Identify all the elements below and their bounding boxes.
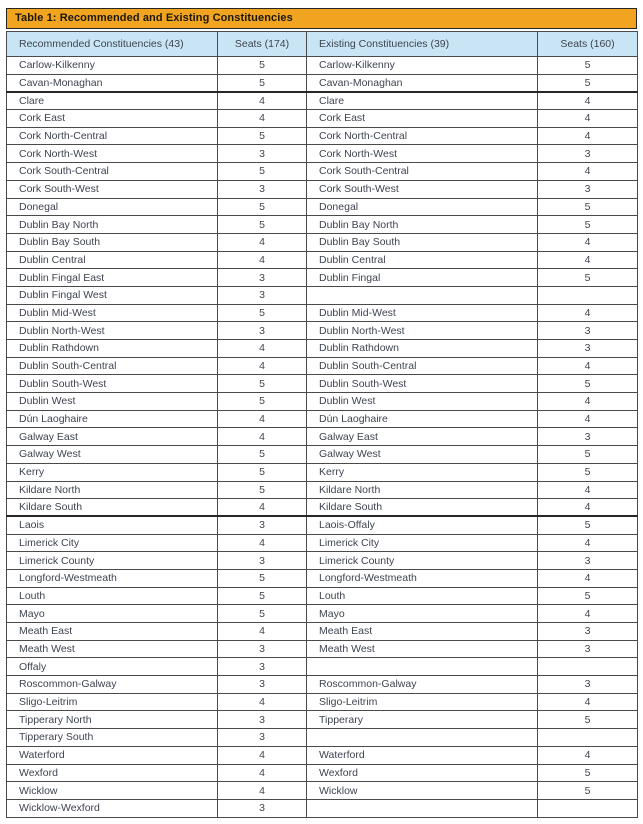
table-header bbox=[7, 32, 638, 57]
cell-existing-constituency bbox=[307, 658, 538, 676]
cell-recommended-seats: 4 bbox=[218, 251, 307, 269]
cell-existing-constituency bbox=[307, 799, 538, 817]
cell-existing-constituency: Galway West bbox=[307, 446, 538, 464]
table-row bbox=[7, 163, 638, 181]
cell-recommended-seats: 4 bbox=[218, 534, 307, 552]
cell-recommended-seats: 5 bbox=[218, 605, 307, 623]
cell-recommended-seats: 4 bbox=[218, 428, 307, 446]
cell-recommended-seats: 5 bbox=[218, 74, 307, 92]
cell-existing-seats: 3 bbox=[538, 340, 638, 358]
table-row bbox=[7, 74, 638, 92]
table-row bbox=[7, 198, 638, 216]
table-row bbox=[7, 711, 638, 729]
table-row bbox=[7, 534, 638, 552]
cell-existing-seats: 4 bbox=[538, 233, 638, 251]
cell-existing-seats bbox=[538, 286, 638, 304]
cell-recommended-constituency: Carlow-Kilkenny bbox=[7, 57, 218, 75]
cell-existing-seats: 4 bbox=[538, 92, 638, 110]
cell-existing-seats: 3 bbox=[538, 552, 638, 570]
cell-recommended-seats: 5 bbox=[218, 127, 307, 145]
cell-recommended-seats: 5 bbox=[218, 569, 307, 587]
cell-existing-seats: 4 bbox=[538, 251, 638, 269]
cell-recommended-seats: 4 bbox=[218, 92, 307, 110]
cell-recommended-seats: 3 bbox=[218, 145, 307, 163]
cell-recommended-constituency: Dublin South-Central bbox=[7, 357, 218, 375]
cell-recommended-constituency: Wicklow-Wexford bbox=[7, 799, 218, 817]
cell-recommended-seats: 3 bbox=[218, 676, 307, 694]
table-row bbox=[7, 428, 638, 446]
cell-existing-constituency: Galway East bbox=[307, 428, 538, 446]
cell-recommended-constituency: Dublin South-West bbox=[7, 375, 218, 393]
cell-existing-constituency: Sligo-Leitrim bbox=[307, 693, 538, 711]
cell-recommended-constituency: Clare bbox=[7, 92, 218, 110]
cell-recommended-constituency: Cork East bbox=[7, 110, 218, 128]
cell-existing-seats: 4 bbox=[538, 481, 638, 499]
cell-recommended-constituency: Dublin North-West bbox=[7, 322, 218, 340]
cell-recommended-seats: 4 bbox=[218, 357, 307, 375]
cell-existing-seats bbox=[538, 799, 638, 817]
cell-recommended-seats: 3 bbox=[218, 269, 307, 287]
cell-recommended-constituency: Cavan-Monaghan bbox=[7, 74, 218, 92]
cell-recommended-seats: 5 bbox=[218, 198, 307, 216]
cell-recommended-seats: 3 bbox=[218, 516, 307, 534]
cell-recommended-seats: 5 bbox=[218, 481, 307, 499]
cell-recommended-constituency: Offaly bbox=[7, 658, 218, 676]
cell-existing-constituency: Meath East bbox=[307, 623, 538, 641]
cell-recommended-seats: 4 bbox=[218, 746, 307, 764]
cell-existing-seats: 4 bbox=[538, 304, 638, 322]
cell-existing-seats: 4 bbox=[538, 110, 638, 128]
cell-recommended-constituency: Limerick City bbox=[7, 534, 218, 552]
cell-existing-seats: 3 bbox=[538, 428, 638, 446]
cell-recommended-seats: 4 bbox=[218, 410, 307, 428]
cell-recommended-constituency: Kerry bbox=[7, 463, 218, 481]
cell-existing-constituency: Cavan-Monaghan bbox=[307, 74, 538, 92]
cell-recommended-constituency: Cork South-Central bbox=[7, 163, 218, 181]
cell-existing-constituency: Longford-Westmeath bbox=[307, 569, 538, 587]
cell-existing-seats: 4 bbox=[538, 569, 638, 587]
table-row bbox=[7, 357, 638, 375]
table-row bbox=[7, 127, 638, 145]
cell-existing-seats: 4 bbox=[538, 534, 638, 552]
cell-recommended-seats: 3 bbox=[218, 640, 307, 658]
cell-recommended-constituency: Dublin Central bbox=[7, 251, 218, 269]
table-row bbox=[7, 799, 638, 817]
cell-existing-constituency: Roscommon-Galway bbox=[307, 676, 538, 694]
constituencies-table bbox=[6, 8, 637, 818]
table-row bbox=[7, 640, 638, 658]
cell-recommended-seats: 5 bbox=[218, 375, 307, 393]
column-header-existing-seats: Seats (160) bbox=[538, 32, 638, 57]
cell-recommended-constituency: Laois bbox=[7, 516, 218, 534]
cell-recommended-constituency: Dublin Bay South bbox=[7, 233, 218, 251]
table-row bbox=[7, 145, 638, 163]
cell-recommended-seats: 5 bbox=[218, 163, 307, 181]
cell-existing-constituency: Cork East bbox=[307, 110, 538, 128]
cell-existing-seats bbox=[538, 729, 638, 747]
cell-existing-seats: 5 bbox=[538, 269, 638, 287]
cell-existing-seats: 4 bbox=[538, 163, 638, 181]
table-row bbox=[7, 605, 638, 623]
cell-recommended-constituency: Dublin Mid-West bbox=[7, 304, 218, 322]
cell-existing-constituency: Cork North-Central bbox=[307, 127, 538, 145]
cell-existing-seats: 4 bbox=[538, 393, 638, 411]
table-row bbox=[7, 676, 638, 694]
table-row bbox=[7, 516, 638, 534]
cell-recommended-constituency: Donegal bbox=[7, 198, 218, 216]
cell-recommended-seats: 4 bbox=[218, 623, 307, 641]
cell-recommended-seats: 4 bbox=[218, 764, 307, 782]
table-row bbox=[7, 729, 638, 747]
cell-existing-constituency: Dublin South-West bbox=[307, 375, 538, 393]
cell-existing-constituency: Kildare South bbox=[307, 499, 538, 517]
constituencies-data-table bbox=[6, 31, 638, 818]
table-row bbox=[7, 499, 638, 517]
cell-existing-seats: 4 bbox=[538, 499, 638, 517]
table-row bbox=[7, 746, 638, 764]
cell-recommended-seats: 5 bbox=[218, 463, 307, 481]
table-title: Table 1: Recommended and Existing Constituencies bbox=[6, 8, 637, 29]
cell-recommended-constituency: Waterford bbox=[7, 746, 218, 764]
table-row bbox=[7, 552, 638, 570]
cell-existing-constituency: Cork North-West bbox=[307, 145, 538, 163]
cell-recommended-constituency: Roscommon-Galway bbox=[7, 676, 218, 694]
cell-existing-constituency: Dublin Fingal bbox=[307, 269, 538, 287]
cell-existing-constituency: Dublin Bay South bbox=[307, 233, 538, 251]
table-row bbox=[7, 304, 638, 322]
cell-recommended-constituency: Cork North-Central bbox=[7, 127, 218, 145]
cell-existing-seats: 4 bbox=[538, 357, 638, 375]
cell-existing-seats: 4 bbox=[538, 605, 638, 623]
cell-recommended-constituency: Mayo bbox=[7, 605, 218, 623]
table-row bbox=[7, 782, 638, 800]
cell-existing-seats: 4 bbox=[538, 410, 638, 428]
cell-existing-seats: 3 bbox=[538, 145, 638, 163]
table-row bbox=[7, 693, 638, 711]
cell-existing-constituency: Dublin Central bbox=[307, 251, 538, 269]
cell-existing-constituency bbox=[307, 286, 538, 304]
cell-existing-constituency: Donegal bbox=[307, 198, 538, 216]
cell-recommended-seats: 3 bbox=[218, 658, 307, 676]
cell-existing-seats: 3 bbox=[538, 640, 638, 658]
table-row bbox=[7, 286, 638, 304]
cell-existing-constituency: Kildare North bbox=[307, 481, 538, 499]
column-header-recommended-constituencies: Recommended Constituencies (43) bbox=[7, 32, 218, 57]
cell-recommended-constituency: Dublin Fingal East bbox=[7, 269, 218, 287]
cell-recommended-constituency: Dún Laoghaire bbox=[7, 410, 218, 428]
cell-recommended-seats: 3 bbox=[218, 322, 307, 340]
table-row bbox=[7, 410, 638, 428]
cell-recommended-seats: 3 bbox=[218, 711, 307, 729]
cell-existing-constituency: Limerick County bbox=[307, 552, 538, 570]
cell-existing-seats bbox=[538, 658, 638, 676]
cell-existing-constituency: Dún Laoghaire bbox=[307, 410, 538, 428]
cell-existing-constituency: Tipperary bbox=[307, 711, 538, 729]
table-row bbox=[7, 340, 638, 358]
cell-recommended-constituency: Dublin West bbox=[7, 393, 218, 411]
cell-existing-constituency: Dublin Bay North bbox=[307, 216, 538, 234]
cell-existing-seats: 5 bbox=[538, 57, 638, 75]
table-body bbox=[7, 57, 638, 818]
table-row bbox=[7, 569, 638, 587]
table-row bbox=[7, 110, 638, 128]
cell-recommended-constituency: Limerick County bbox=[7, 552, 218, 570]
cell-recommended-constituency: Kildare North bbox=[7, 481, 218, 499]
cell-existing-seats: 5 bbox=[538, 74, 638, 92]
cell-recommended-seats: 5 bbox=[218, 587, 307, 605]
cell-recommended-seats: 5 bbox=[218, 57, 307, 75]
cell-existing-seats: 5 bbox=[538, 587, 638, 605]
table-row bbox=[7, 269, 638, 287]
cell-recommended-seats: 3 bbox=[218, 799, 307, 817]
table-row bbox=[7, 623, 638, 641]
cell-recommended-seats: 4 bbox=[218, 340, 307, 358]
cell-existing-seats: 5 bbox=[538, 446, 638, 464]
table-row bbox=[7, 658, 638, 676]
cell-existing-constituency: Wicklow bbox=[307, 782, 538, 800]
column-header-existing-constituencies: Existing Constituencies (39) bbox=[307, 32, 538, 57]
cell-existing-seats: 4 bbox=[538, 127, 638, 145]
cell-existing-constituency: Meath West bbox=[307, 640, 538, 658]
cell-recommended-constituency: Tipperary South bbox=[7, 729, 218, 747]
cell-existing-constituency: Waterford bbox=[307, 746, 538, 764]
cell-recommended-seats: 5 bbox=[218, 393, 307, 411]
header-row bbox=[7, 32, 638, 57]
cell-recommended-constituency: Meath West bbox=[7, 640, 218, 658]
cell-existing-constituency: Carlow-Kilkenny bbox=[307, 57, 538, 75]
cell-existing-constituency: Dublin North-West bbox=[307, 322, 538, 340]
table-row bbox=[7, 393, 638, 411]
cell-existing-seats: 5 bbox=[538, 463, 638, 481]
cell-recommended-seats: 5 bbox=[218, 446, 307, 464]
cell-existing-seats: 4 bbox=[538, 746, 638, 764]
table-row bbox=[7, 233, 638, 251]
cell-existing-constituency: Dublin West bbox=[307, 393, 538, 411]
table-row bbox=[7, 92, 638, 110]
cell-existing-constituency: Louth bbox=[307, 587, 538, 605]
cell-existing-seats: 3 bbox=[538, 322, 638, 340]
cell-recommended-seats: 4 bbox=[218, 782, 307, 800]
cell-existing-seats: 3 bbox=[538, 676, 638, 694]
cell-recommended-seats: 3 bbox=[218, 286, 307, 304]
cell-existing-seats: 5 bbox=[538, 711, 638, 729]
cell-recommended-constituency: Galway East bbox=[7, 428, 218, 446]
table-row bbox=[7, 481, 638, 499]
cell-existing-seats: 3 bbox=[538, 180, 638, 198]
cell-existing-constituency: Cork South-Central bbox=[307, 163, 538, 181]
cell-recommended-seats: 4 bbox=[218, 233, 307, 251]
cell-existing-constituency: Wexford bbox=[307, 764, 538, 782]
cell-recommended-seats: 3 bbox=[218, 729, 307, 747]
cell-existing-constituency bbox=[307, 729, 538, 747]
cell-existing-constituency: Limerick City bbox=[307, 534, 538, 552]
cell-recommended-seats: 5 bbox=[218, 216, 307, 234]
table-row bbox=[7, 180, 638, 198]
cell-recommended-constituency: Meath East bbox=[7, 623, 218, 641]
table-row bbox=[7, 251, 638, 269]
column-header-recommended-seats: Seats (174) bbox=[218, 32, 307, 57]
cell-recommended-seats: 4 bbox=[218, 110, 307, 128]
table-row bbox=[7, 587, 638, 605]
cell-existing-constituency: Cork South-West bbox=[307, 180, 538, 198]
cell-existing-seats: 5 bbox=[538, 198, 638, 216]
cell-recommended-seats: 4 bbox=[218, 693, 307, 711]
cell-recommended-seats: 5 bbox=[218, 304, 307, 322]
cell-recommended-constituency: Sligo-Leitrim bbox=[7, 693, 218, 711]
cell-recommended-constituency: Wicklow bbox=[7, 782, 218, 800]
table-row bbox=[7, 322, 638, 340]
cell-recommended-constituency: Cork North-West bbox=[7, 145, 218, 163]
cell-existing-constituency: Dublin Rathdown bbox=[307, 340, 538, 358]
table-row bbox=[7, 57, 638, 75]
cell-existing-seats: 5 bbox=[538, 782, 638, 800]
cell-recommended-constituency: Wexford bbox=[7, 764, 218, 782]
cell-recommended-seats: 3 bbox=[218, 552, 307, 570]
cell-recommended-constituency: Longford-Westmeath bbox=[7, 569, 218, 587]
table-row bbox=[7, 446, 638, 464]
cell-recommended-constituency: Cork South-West bbox=[7, 180, 218, 198]
table-row bbox=[7, 463, 638, 481]
cell-recommended-constituency: Dublin Bay North bbox=[7, 216, 218, 234]
cell-recommended-constituency: Kildare South bbox=[7, 499, 218, 517]
cell-recommended-constituency: Galway West bbox=[7, 446, 218, 464]
table-row bbox=[7, 764, 638, 782]
cell-existing-seats: 5 bbox=[538, 764, 638, 782]
cell-existing-constituency: Kerry bbox=[307, 463, 538, 481]
table-row bbox=[7, 216, 638, 234]
table-row bbox=[7, 375, 638, 393]
cell-recommended-constituency: Dublin Rathdown bbox=[7, 340, 218, 358]
cell-existing-constituency: Dublin Mid-West bbox=[307, 304, 538, 322]
cell-existing-constituency: Laois-Offaly bbox=[307, 516, 538, 534]
cell-existing-seats: 3 bbox=[538, 623, 638, 641]
cell-recommended-constituency: Tipperary North bbox=[7, 711, 218, 729]
cell-existing-constituency: Clare bbox=[307, 92, 538, 110]
cell-recommended-seats: 4 bbox=[218, 499, 307, 517]
cell-existing-constituency: Mayo bbox=[307, 605, 538, 623]
cell-recommended-constituency: Dublin Fingal West bbox=[7, 286, 218, 304]
cell-recommended-constituency: Louth bbox=[7, 587, 218, 605]
cell-recommended-seats: 3 bbox=[218, 180, 307, 198]
cell-existing-seats: 4 bbox=[538, 693, 638, 711]
cell-existing-seats: 5 bbox=[538, 216, 638, 234]
cell-existing-seats: 5 bbox=[538, 516, 638, 534]
cell-existing-seats: 5 bbox=[538, 375, 638, 393]
cell-existing-constituency: Dublin South-Central bbox=[307, 357, 538, 375]
